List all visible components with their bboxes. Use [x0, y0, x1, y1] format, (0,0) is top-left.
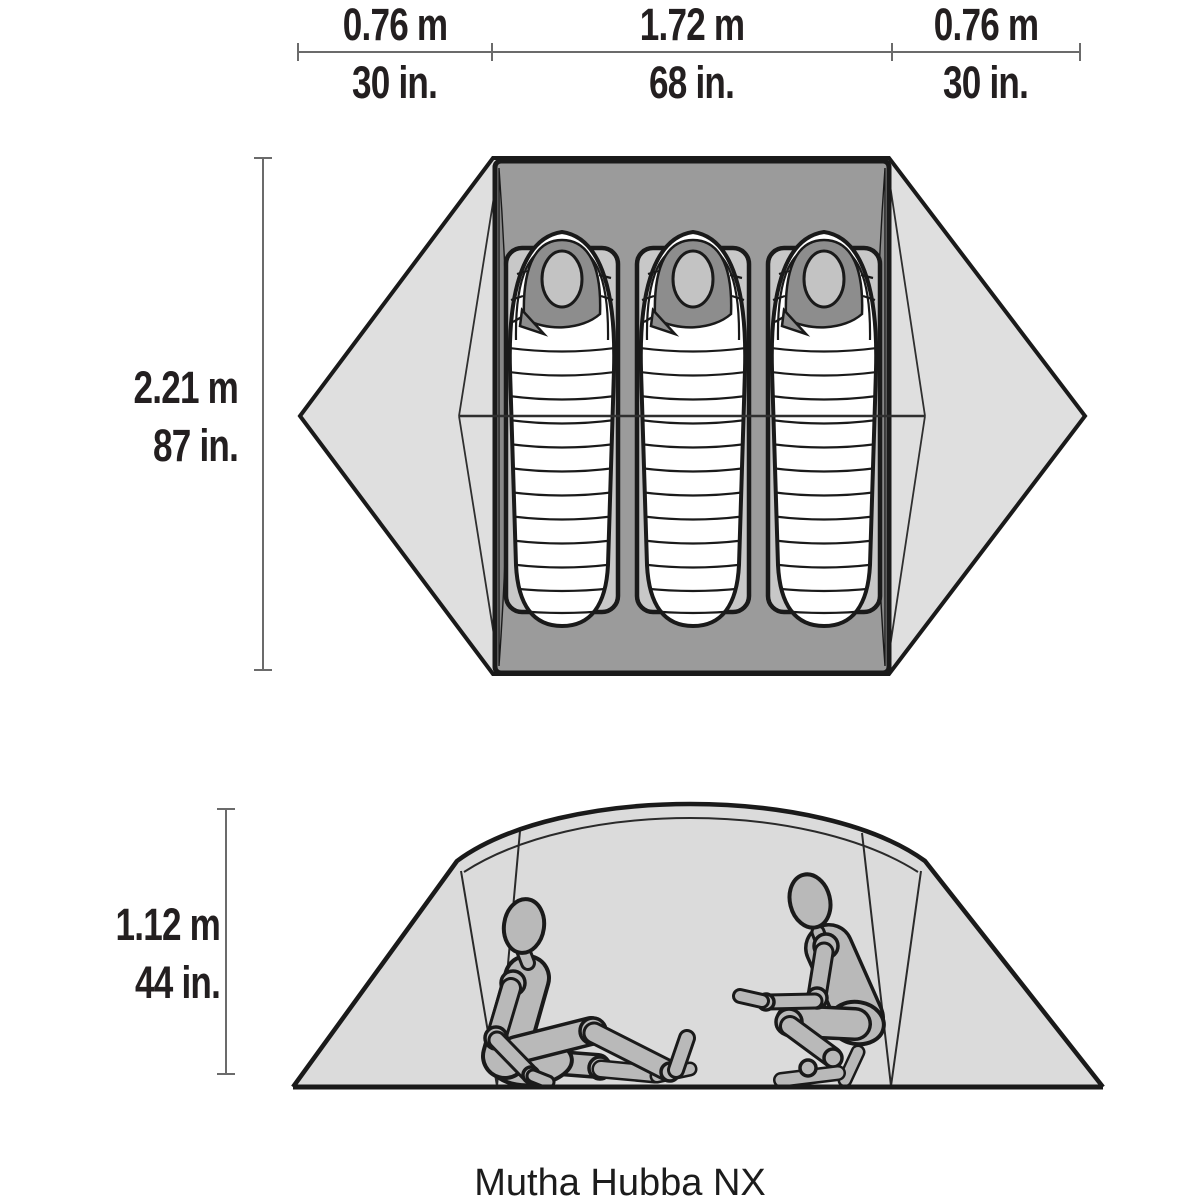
top-width-center-imperial: 68 in.	[649, 57, 735, 108]
top-width-center-metric: 1.72 m	[639, 0, 745, 50]
side-silhouette	[293, 804, 1103, 1087]
top-view-illustration	[300, 158, 1085, 674]
top-width-right-metric: 0.76 m	[933, 0, 1039, 50]
sleeping-bag	[640, 232, 746, 626]
top-width-left-imperial: 30 in.	[352, 57, 438, 108]
floor-length-dimension-line	[254, 158, 272, 670]
top-width-left-metric: 0.76 m	[342, 0, 448, 50]
interior-height-imperial: 44 in.	[134, 957, 220, 1008]
product-name-caption: Mutha Hubba NX	[474, 1162, 766, 1200]
floor-length-metric: 2.21 m	[133, 362, 238, 413]
sleeping-bag	[771, 232, 877, 626]
floor-length-imperial: 87 in.	[152, 420, 238, 471]
top-width-right-imperial: 30 in.	[943, 57, 1029, 108]
sleeping-bag	[509, 232, 615, 626]
interior-height-metric: 1.12 m	[115, 899, 220, 950]
side-view-illustration	[293, 804, 1103, 1089]
